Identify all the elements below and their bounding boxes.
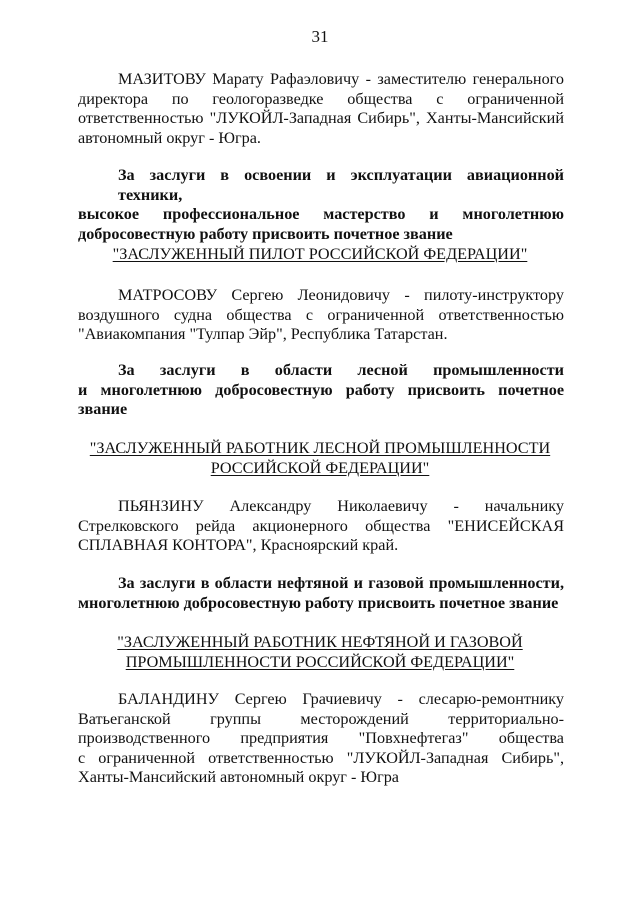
text-line: производственного предприятия "Повхнефтегаз" общества [78, 729, 564, 747]
text-line: высокое профессиональное мастерство и многолетнюю [78, 205, 564, 223]
text-line: Ватьеганской группы месторождений территориально- [78, 709, 564, 728]
text-line: Ханты-Мансийский автономный округ - Югра [78, 768, 399, 786]
title-line: "ЗАСЛУЖЕННЫЙ РАБОТНИК ЛЕСНОЙ ПРОМЫШЛЕННОСТИ [89, 439, 551, 457]
honorary-title [60, 245, 580, 265]
text-line: автономный округ - Югра. [78, 128, 261, 147]
text-line: Стрелковского рейда акционерного общества "ЕНИСЕЙСКАЯ [78, 516, 564, 535]
award-recipient-paragraph [78, 286, 564, 345]
page-number: 31 [311, 27, 329, 46]
award-recipient-paragraph [78, 690, 564, 788]
text-line: звание [78, 400, 128, 418]
text-line: МАЗИТОВУ Марату Рафаэловичу - заместителю генерального [118, 70, 564, 88]
merit-statement [78, 361, 564, 420]
text-line: За заслуги в освоении и эксплуатации авиационной техники, [118, 166, 564, 204]
title-line: "ЗАСЛУЖЕННЫЙ РАБОТНИК НЕФТЯНОЙ И ГАЗОВОЙ [117, 633, 523, 651]
merit-statement [78, 166, 564, 244]
text-line: МАТРОСОВУ Сергею Леонидовичу - пилоту-инструктору [118, 286, 564, 304]
text-line: "Авиакомпания "Тулпар Эйр", Республика Татарстан. [78, 325, 448, 343]
title-line: "ЗАСЛУЖЕННЫЙ ПИЛОТ РОССИЙСКОЙ ФЕДЕРАЦИИ" [112, 245, 528, 263]
text-line: БАЛАНДИНУ Сергею Грачиевичу - слесарю-ремонтнику [118, 690, 564, 708]
honorary-title [60, 439, 580, 478]
text-line: За заслуги в области лесной промышленности [118, 361, 564, 379]
honorary-title [60, 633, 580, 672]
text-line: ПЬЯНЗИНУ Александру Николаевичу - начальнику [118, 497, 564, 515]
text-line: и многолетнюю добросовестную работу присвоить почетное [78, 380, 564, 399]
title-line: ПРОМЫШЛЕННОСТИ РОССИЙСКОЙ ФЕДЕРАЦИИ" [125, 652, 515, 671]
text-line: ответственностью "ЛУКОЙЛ-Западная Сибирь", Ханты-Мансийский [78, 109, 564, 127]
text-line: с ограниченной ответственностью "ЛУКОЙЛ-Западная Сибирь", [78, 748, 564, 767]
text-line: добросовестную работу присвоить почетное звание [78, 224, 453, 243]
text-line: За заслуги в области нефтяной и газовой промышленности, [118, 574, 564, 592]
text-line: воздушного судна общества с ограниченной ответственностью [78, 305, 564, 324]
award-recipient-paragraph [78, 70, 564, 148]
text-line: директора по геологоразведке общества с ограниченной [78, 89, 564, 108]
title-line: РОССИЙСКОЙ ФЕДЕРАЦИИ" [210, 458, 430, 477]
text-line: СПЛАВНАЯ КОНТОРА", Красноярский край. [78, 536, 399, 554]
merit-statement [78, 574, 564, 613]
text-line: многолетнюю добросовестную работу присвоить почетное звание [78, 593, 559, 612]
award-recipient-paragraph [78, 497, 564, 556]
